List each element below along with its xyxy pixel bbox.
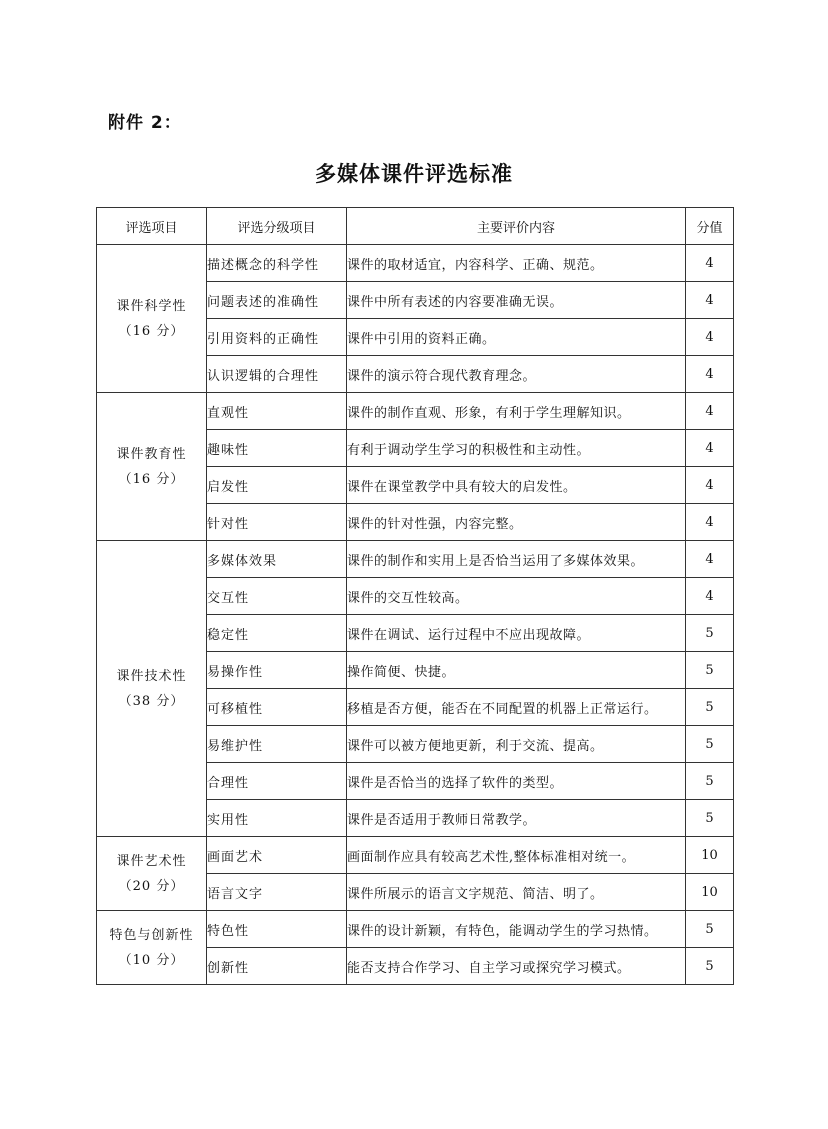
subcategory-cell: 画面艺术 <box>207 837 347 874</box>
category-cell <box>97 393 207 541</box>
category-cell <box>97 245 207 393</box>
content-cell: 课件的制作和实用上是否恰当运用了多媒体效果。 <box>347 541 686 578</box>
content-cell: 能否支持合作学习、自主学习或探究学习模式。 <box>347 948 686 985</box>
score-cell: 5 <box>686 689 734 726</box>
table-row <box>97 393 734 430</box>
subcategory-cell: 趣味性 <box>207 430 347 467</box>
score-cell: 10 <box>686 837 734 874</box>
table-row <box>97 541 734 578</box>
content-cell: 画面制作应具有较高艺术性,整体标准相对统一。 <box>347 837 686 874</box>
content-cell: 课件是否适用于教师日常教学。 <box>347 800 686 837</box>
subcategory-cell: 引用资料的正确性 <box>207 319 347 356</box>
header-score: 分值 <box>686 208 734 245</box>
score-cell: 5 <box>686 726 734 763</box>
content-cell: 课件在调试、运行过程中不应出现故障。 <box>347 615 686 652</box>
content-cell: 课件可以被方便地更新，利于交流、提高。 <box>347 726 686 763</box>
content-cell: 移植是否方便，能否在不同配置的机器上正常运行。 <box>347 689 686 726</box>
category-name: 课件科学性 <box>116 298 187 314</box>
score-cell: 4 <box>686 393 734 430</box>
subcategory-cell: 直观性 <box>207 393 347 430</box>
content-cell: 课件中所有表述的内容要准确无误。 <box>347 282 686 319</box>
category-points: （16 分） <box>118 471 185 487</box>
table-row <box>97 245 734 282</box>
score-cell: 4 <box>686 504 734 541</box>
subcategory-cell: 可移植性 <box>207 689 347 726</box>
document-title: 多媒体课件评选标准 <box>315 162 513 186</box>
content-cell: 操作简便、快捷。 <box>347 652 686 689</box>
score-cell: 5 <box>686 763 734 800</box>
content-cell: 有利于调动学生学习的积极性和主动性。 <box>347 430 686 467</box>
content-cell: 课件所展示的语言文字规范、简洁、明了。 <box>347 874 686 911</box>
category-name: 课件艺术性 <box>116 853 187 869</box>
score-cell: 4 <box>686 541 734 578</box>
category-points: （16 分） <box>118 323 185 339</box>
score-cell: 10 <box>686 874 734 911</box>
subcategory-cell: 特色性 <box>207 911 347 948</box>
content-cell: 课件中引用的资料正确。 <box>347 319 686 356</box>
table-row <box>97 911 734 948</box>
subcategory-cell: 实用性 <box>207 800 347 837</box>
score-cell: 4 <box>686 282 734 319</box>
content-cell: 课件的设计新颖，有特色，能调动学生的学习热情。 <box>347 911 686 948</box>
subcategory-cell: 问题表述的准确性 <box>207 282 347 319</box>
score-cell: 4 <box>686 245 734 282</box>
subcategory-cell: 易维护性 <box>207 726 347 763</box>
table-header-row <box>97 208 734 245</box>
header-subcategory: 评选分级项目 <box>207 208 347 245</box>
score-cell: 5 <box>686 652 734 689</box>
subcategory-cell: 稳定性 <box>207 615 347 652</box>
header-category: 评选项目 <box>97 208 207 245</box>
criteria-body <box>97 245 734 985</box>
subcategory-cell: 描述概念的科学性 <box>207 245 347 282</box>
subcategory-cell: 合理性 <box>207 763 347 800</box>
score-cell: 4 <box>686 430 734 467</box>
score-cell: 4 <box>686 356 734 393</box>
content-cell: 课件的针对性强，内容完整。 <box>347 504 686 541</box>
content-cell: 课件是否恰当的选择了软件的类型。 <box>347 763 686 800</box>
subcategory-cell: 多媒体效果 <box>207 541 347 578</box>
header-content: 主要评价内容 <box>347 208 686 245</box>
subcategory-cell: 创新性 <box>207 948 347 985</box>
subcategory-cell: 启发性 <box>207 467 347 504</box>
category-cell <box>97 837 207 911</box>
content-cell: 课件的取材适宜，内容科学、正确、规范。 <box>347 245 686 282</box>
subcategory-cell: 交互性 <box>207 578 347 615</box>
category-points: （38 分） <box>118 693 185 709</box>
score-cell: 5 <box>686 948 734 985</box>
score-cell: 5 <box>686 800 734 837</box>
category-name: 特色与创新性 <box>109 927 194 943</box>
table-row <box>97 837 734 874</box>
score-cell: 4 <box>686 467 734 504</box>
content-cell: 课件在课堂教学中具有较大的启发性。 <box>347 467 686 504</box>
category-points: （20 分） <box>118 878 185 894</box>
criteria-table <box>96 207 734 985</box>
category-name: 课件教育性 <box>116 446 187 462</box>
content-cell: 课件的交互性较高。 <box>347 578 686 615</box>
category-cell <box>97 911 207 985</box>
category-name: 课件技术性 <box>116 668 187 684</box>
score-cell: 4 <box>686 319 734 356</box>
attachment-label: 附件 2： <box>108 113 182 133</box>
score-cell: 4 <box>686 578 734 615</box>
subcategory-cell: 认识逻辑的合理性 <box>207 356 347 393</box>
subcategory-cell: 语言文字 <box>207 874 347 911</box>
score-cell: 5 <box>686 911 734 948</box>
subcategory-cell: 易操作性 <box>207 652 347 689</box>
category-cell <box>97 541 207 837</box>
subcategory-cell: 针对性 <box>207 504 347 541</box>
score-cell: 5 <box>686 615 734 652</box>
content-cell: 课件的演示符合现代教育理念。 <box>347 356 686 393</box>
category-points: （10 分） <box>118 952 185 968</box>
content-cell: 课件的制作直观、形象，有利于学生理解知识。 <box>347 393 686 430</box>
